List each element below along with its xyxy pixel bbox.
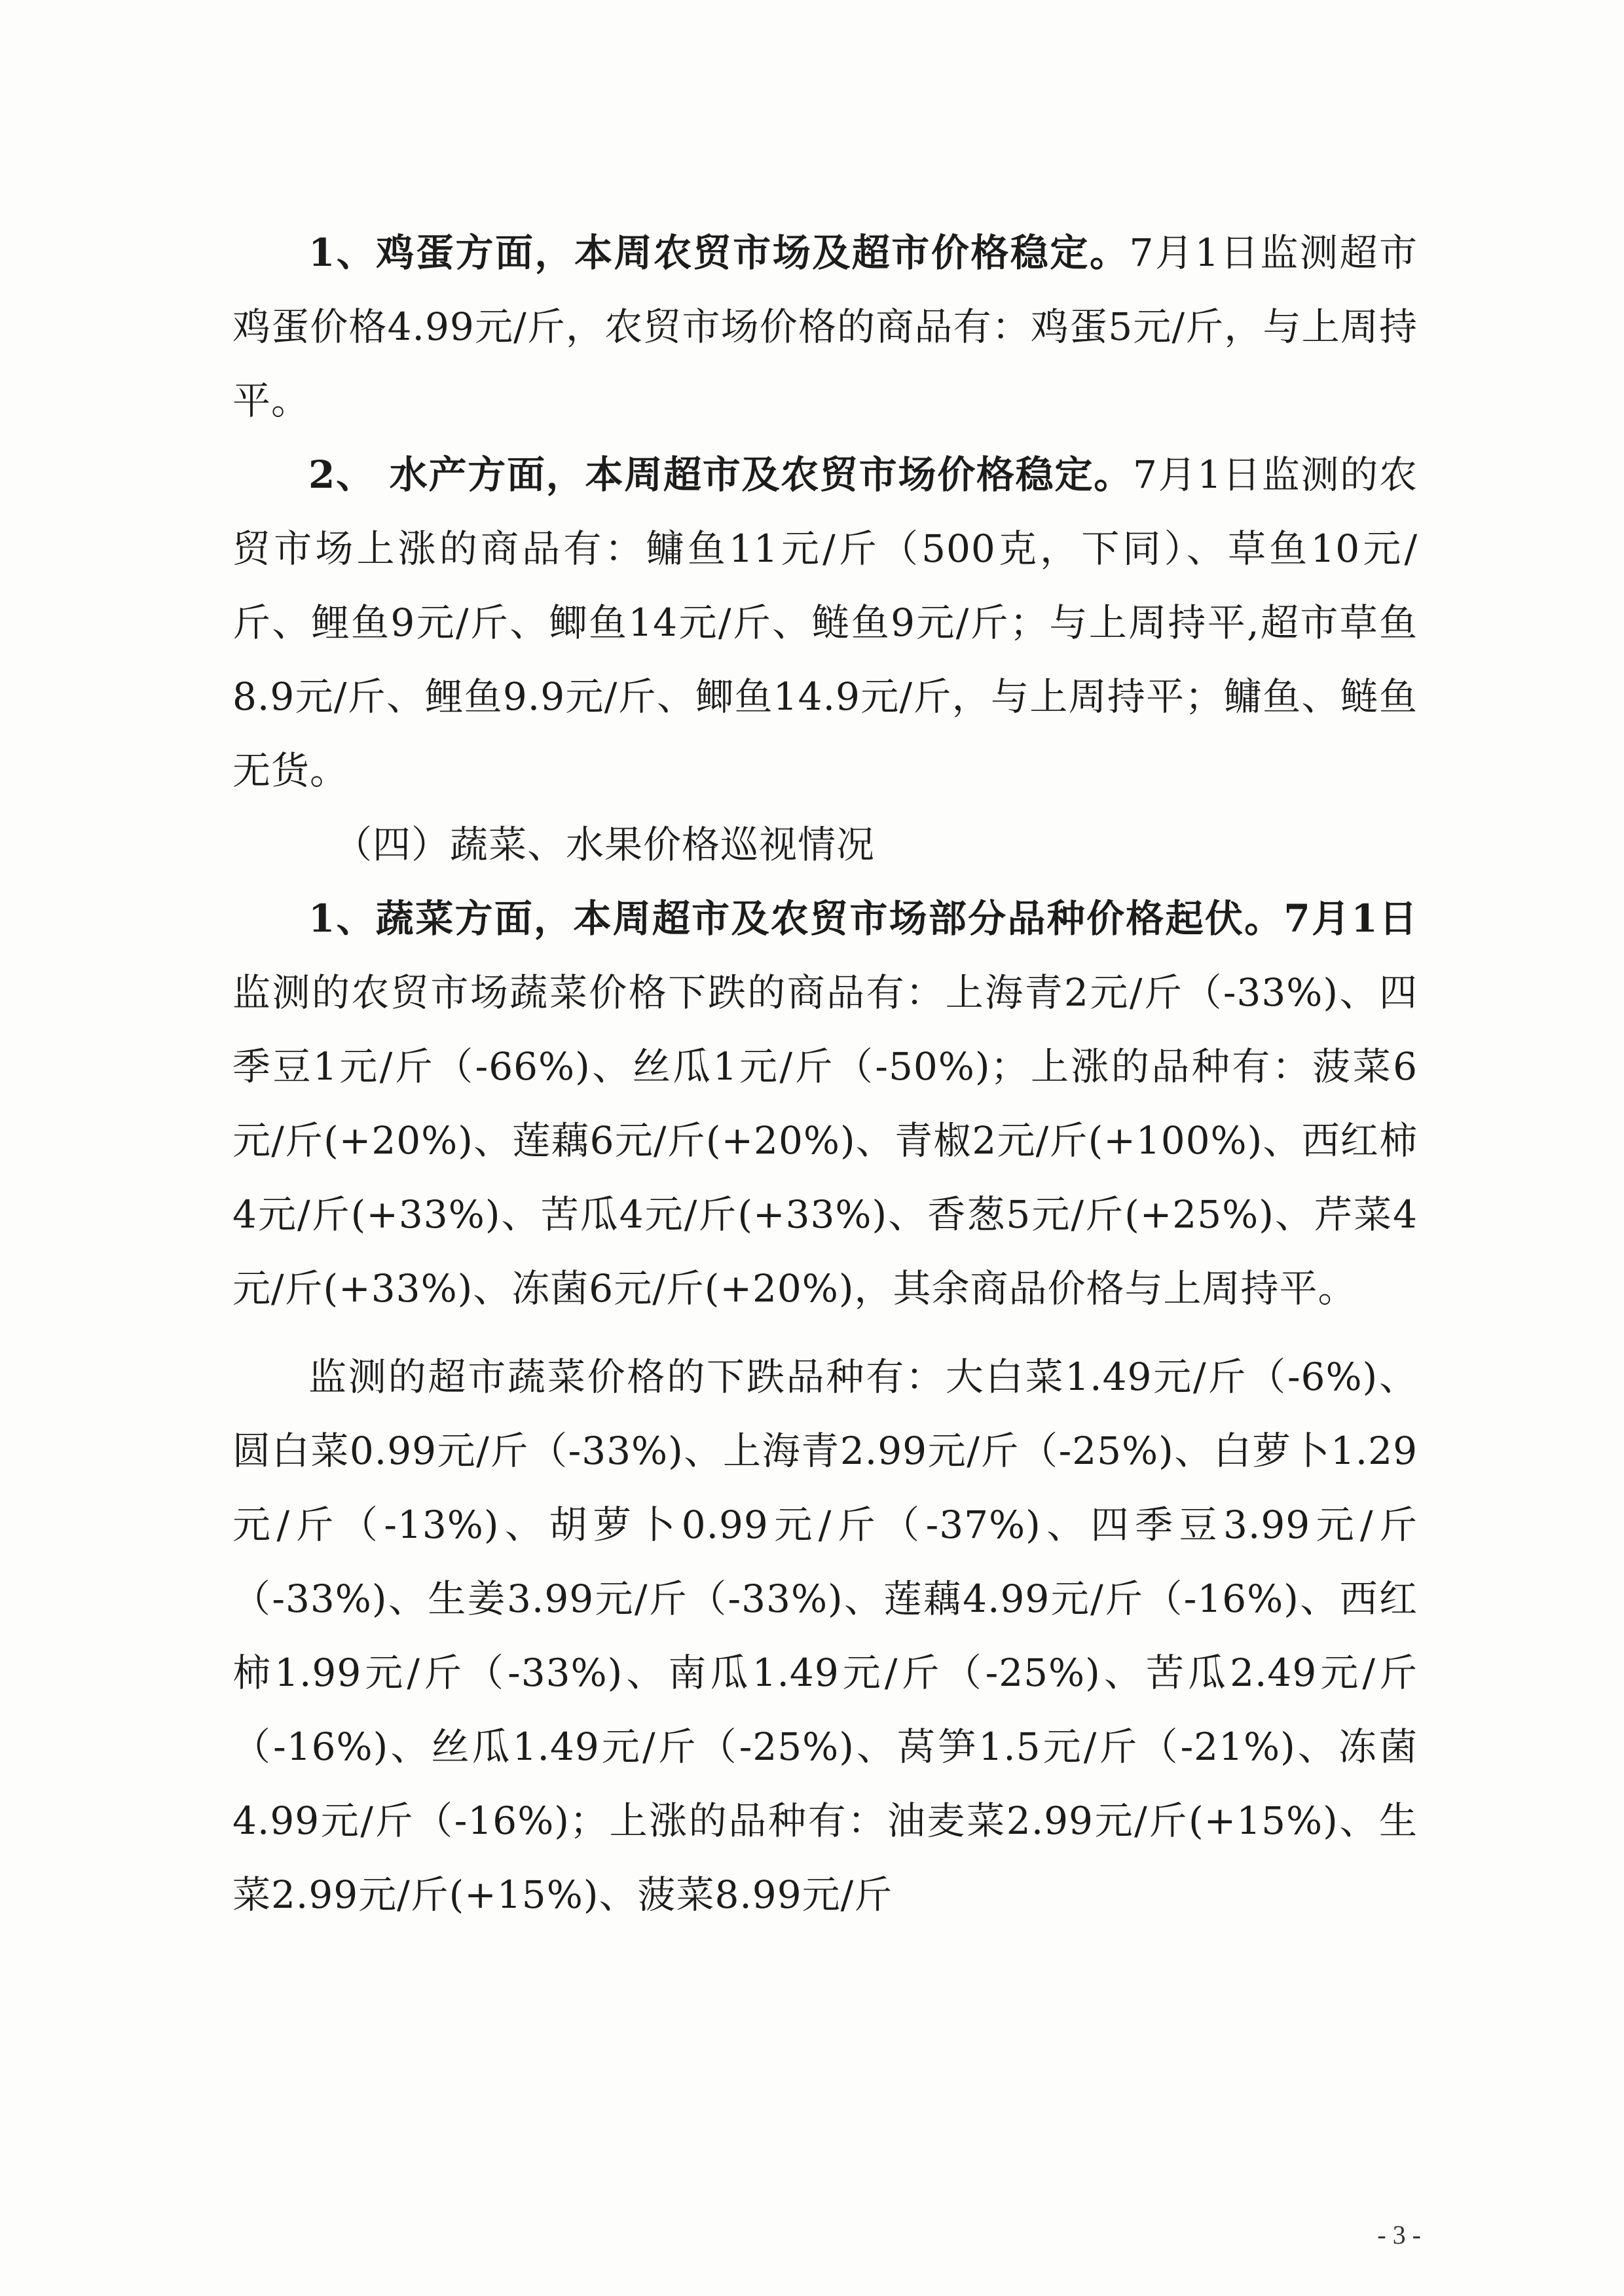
section-heading-vegetables-fruits: （四）蔬菜、水果价格巡视情况 [334,822,876,867]
paragraph-spacer [232,1326,1418,1340]
paragraph-vegetables-lead: 1、蔬菜方面，本周超市及农贸市场部分品种价格起伏。7月1日 [308,896,1418,941]
paragraph-eggs [232,216,1418,438]
document-body [232,216,1418,1932]
paragraph-eggs-body: 7月1日监测超市鸡蛋价格4.99元/斤，农贸市场价格的商品有：鸡蛋5元/斤，与上周持平。 [232,230,1418,423]
paragraph-eggs-lead: 1、鸡蛋方面，本周农贸市场及超市价格稳定。 [308,230,1130,275]
paragraph-aquatic [232,438,1418,808]
paragraph-aquatic-body: 7月1日监测的农贸市场上涨的商品有：鳙鱼11元/斤（500克，下同）、草鱼10元/斤、鲤鱼9元/斤、鲫鱼14元/斤、鲢鱼9元/斤；与上周持平,超市草鱼8.9元/斤、鲤鱼9.9元/斤、鲫鱼14.9元/斤，与上周持平；鳙鱼、鲢鱼无货。 [232,452,1418,793]
paragraph-aquatic-lead: 2、 水产方面，本周超市及农贸市场价格稳定。 [308,452,1133,497]
page-number: - 3 - [1377,2220,1421,2250]
paragraph-vegetables [232,882,1418,1326]
paragraph-vegetables-body: 监测的农贸市场蔬菜价格下跌的商品有：上海青2元/斤（-33%)、四季豆1元/斤（-66%)、丝瓜1元/斤（-50%)；上涨的品种有：菠菜6元/斤(+20%)、莲藕6元/斤(+20%)、青椒2元/斤(+100%)、西红柿4元/斤(+33%)、苦瓜4元/斤(+33%)、香葱5元/斤(+25%)、芹菜4元/斤(+33%)、冻菌6元/斤(+20%)，其余商品价格与上周持平。 [232,970,1418,1311]
paragraph-supermarket-vegetables: 监测的超市蔬菜价格的下跌品种有：大白菜1.49元/斤（-6%)、圆白菜0.99元/斤（-33%)、上海青2.99元/斤（-25%)、白萝卜1.29元/斤（-13%)、胡萝卜0.99元/斤（-37%)、四季豆3.99元/斤（-33%)、生姜3.99元/斤（-33%)、莲藕4.99元/斤（-16%)、西红柿1.99元/斤（-33%)、南瓜1.49元/斤（-25%)、苦瓜2.49元/斤（-16%)、丝瓜1.49元/斤（-25%)、莴笋1.5元/斤（-21%)、冻菌4.99元/斤（-16%)；上涨的品种有：油麦菜2.99元/斤(+15%)、生菜2.99元/斤(+15%)、菠菜8.99元/斤 [232,1355,1418,1917]
